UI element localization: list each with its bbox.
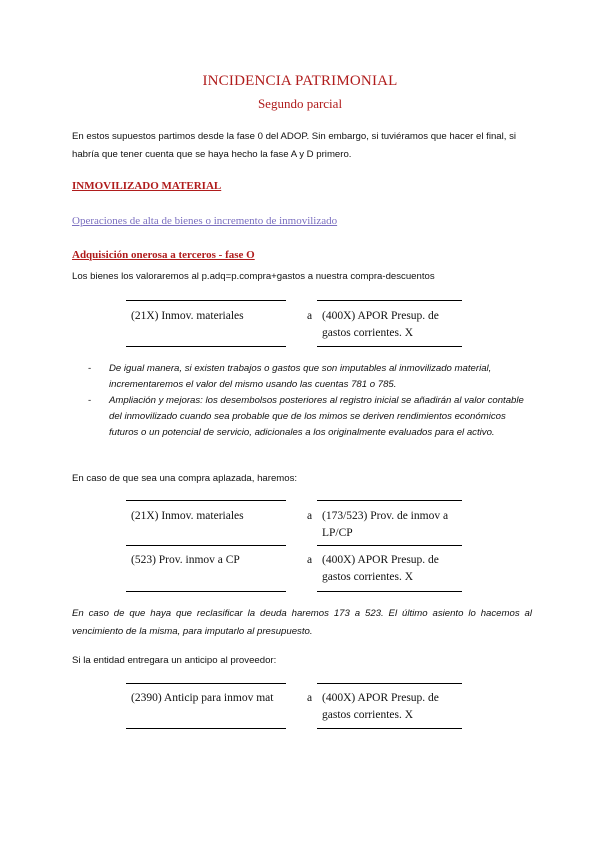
notes-list [88, 361, 532, 441]
subsubsection-title: Adquisición onerosa a terceros - fase O [72, 249, 255, 261]
advance-text: Si la entidad entregara un anticipo al proveedor: [72, 655, 277, 666]
entry-connector: a [307, 510, 313, 522]
list-item [88, 361, 532, 393]
bullet-dash-icon: - [88, 395, 92, 406]
entry-rule [126, 728, 286, 729]
entry-rule [126, 346, 286, 347]
entry-rule [317, 500, 462, 501]
entry-rule [317, 300, 462, 301]
entry-credit-line1: (400X) APOR Presup. de [322, 692, 439, 704]
bullet-dash-icon: - [88, 363, 92, 374]
entry-rule [317, 591, 462, 592]
valuation-text: Los bienes los valoraremos al p.adq=p.compra+gastos a nuestra compra-descuentos [72, 271, 435, 282]
entry-credit-line1: (173/523) Prov. de inmov a [322, 510, 449, 522]
entry-rule [126, 683, 286, 684]
entry-rule [126, 300, 286, 301]
entry-credit-line2: LP/CP [322, 527, 353, 539]
deferred-purchase-text: En caso de que sea una compra aplazada, haremos: [72, 473, 298, 484]
entry-debit: (21X) Inmov. materiales [131, 510, 244, 522]
entry-credit-line1: (400X) APOR Presup. de [322, 554, 439, 566]
entry-debit: (2390) Anticip para inmov mat [131, 692, 274, 704]
entry-rule [317, 545, 462, 546]
section-title: INMOVILIZADO MATERIAL [72, 180, 222, 192]
entry-rule [317, 683, 462, 684]
entry-rule [317, 346, 462, 347]
intro-paragraph: En estos supuestos partimos desde la fase 0 del ADOP. Sin embargo, si tuviéramos que hacer el final, si habría que tener cuenta que se haya hecho la fase A y D primero. [72, 131, 517, 160]
entry-connector: a [307, 692, 313, 704]
reclassify-text: En caso de que haya que reclasificar la deuda haremos 173 a 523. El último asiento lo hacemos al vencimiento de la misma, para imputarlo al presupuesto. [72, 608, 532, 637]
entry-rule [126, 500, 286, 501]
entry-debit: (21X) Inmov. materiales [131, 310, 244, 322]
entry-credit-line1: (400X) APOR Presup. de [322, 310, 439, 322]
note-text: De igual manera, si existen trabajos o gastos que son imputables al inmovilizado material, incrementaremos el valor del mismo usando las cuentas 781 o 785. [109, 363, 492, 390]
entry-debit: (523) Prov. inmov a CP [131, 554, 240, 566]
entry-rule [317, 728, 462, 729]
entry-rule [126, 545, 286, 546]
entry-rule [126, 591, 286, 592]
entry-credit-line2: gastos corrientes. X [322, 327, 414, 339]
note-text: Ampliación y mejoras: los desembolsos posteriores al registro inicial se añadirán al valor contable del inmovilizado cuando sea probable que de los mimos se deriven rendimientos económicos futuros o un potencial de servicio, adicionales a los originalmente evaluados para el activo. [109, 395, 524, 438]
entry-credit-line2: gastos corrientes. X [322, 709, 414, 721]
page-subtitle: Segundo parcial [257, 96, 343, 111]
subsection-title: Operaciones de alta de bienes o incremento de inmovilizado [72, 215, 338, 227]
page-title: INCIDENCIA PATRIMONIAL [202, 73, 398, 89]
entry-credit-line2: gastos corrientes. X [322, 571, 414, 583]
list-item [88, 393, 532, 441]
entry-connector: a [307, 310, 313, 322]
entry-connector: a [307, 554, 313, 566]
